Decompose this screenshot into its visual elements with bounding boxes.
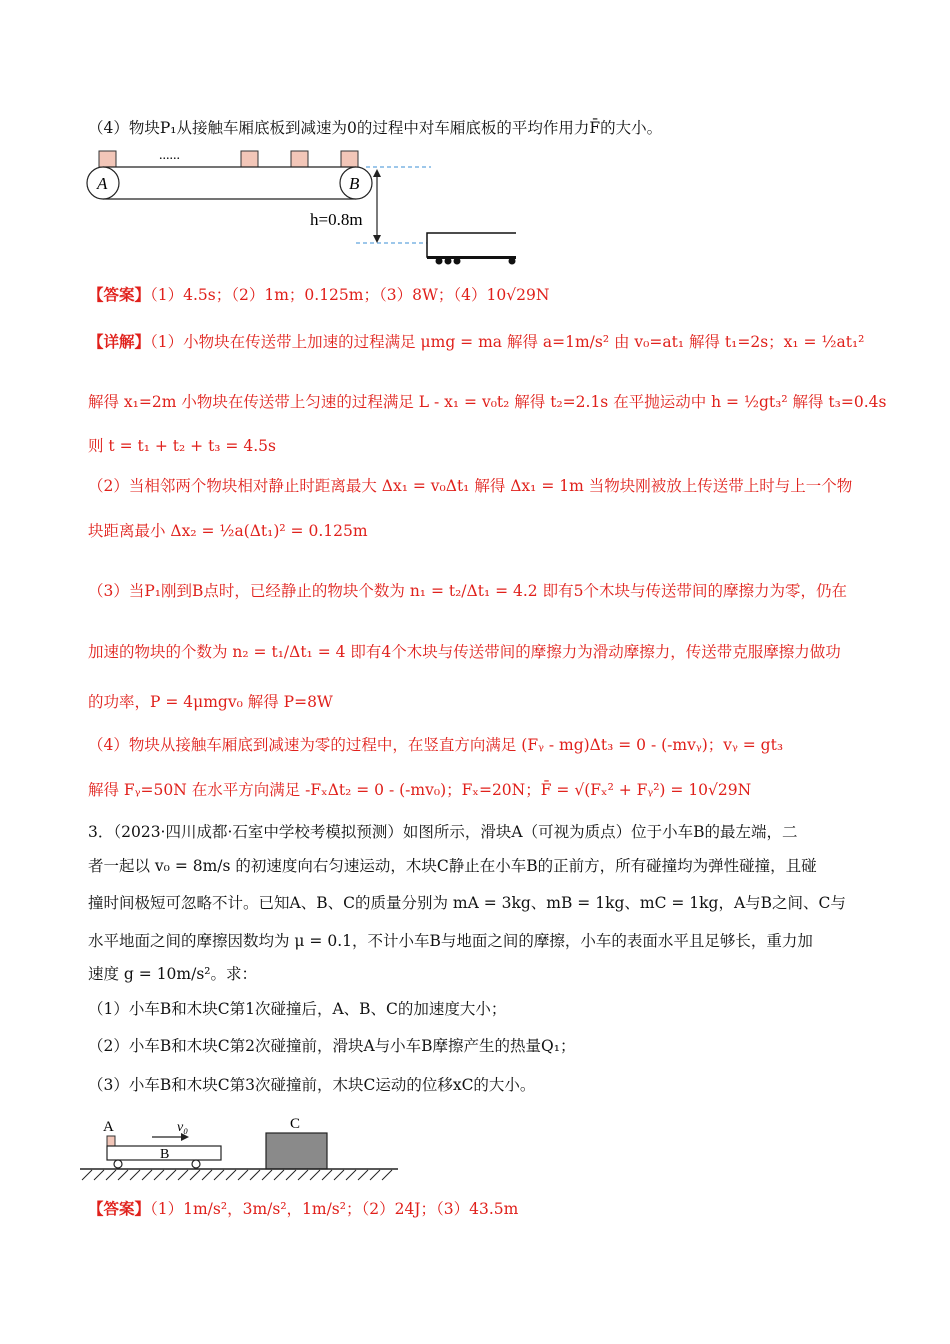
truck-icon [427, 233, 516, 265]
question-4-prompt: （4）物块P₁从接触车厢底板到减速为0的过程中对车厢底板的平均作用力F̄的大小。 [88, 119, 663, 137]
q3-part-1: （1）小车B和木块C第1次碰撞后，A、B、C的加速度大小； [88, 1000, 507, 1018]
q3-line-5: 速度 g = 10m/s²。求： [88, 965, 258, 983]
detail-line-1 [88, 331, 864, 353]
pulley-b-label: B [349, 174, 360, 193]
q3-line-1: 3．（2023·四川成都·石室中学校考模拟预测）如图所示，滑块A（可视为质点）位于小车B的最左端，二 [88, 823, 798, 841]
block-2 [241, 151, 258, 167]
answer-text: （1）4.5s；（2）1m；0.125m；（3）8W；（4）10√29N [150, 286, 550, 304]
pulley-a-label: A [97, 174, 108, 193]
answer-tag: 【答案】 [88, 285, 151, 304]
detail-tag: 【详解】 [88, 332, 151, 351]
detail-line-8: 的功率，P = 4μmgv₀ 解得 P=8W [88, 693, 333, 711]
detail-line-4: （2）当相邻两个物块相对静止时距离最大 Δx₁ = v₀Δt₁ 解得 Δx₁ = 1m 当物块刚被放上传送带上时与上一个物 [88, 477, 853, 495]
cart-b-label: B [160, 1147, 170, 1162]
detail-line-6: （3）当P₁刚到B点时，已经静止的物块个数为 n₁ = t₂/Δt₁ = 4.2 即有5个木块与传送带间的摩擦力为零，仍在 [88, 582, 847, 600]
block-c-label: C [290, 1116, 301, 1132]
answer-tag-3: 【答案】 [88, 1199, 151, 1218]
conveyor-truck-figure [86, 146, 516, 270]
height-label: h=0.8m [310, 210, 363, 229]
answer-block-2 [88, 284, 549, 306]
cart-block-figure [76, 1112, 402, 1184]
detail-line-3: 则 t = t₁ + t₂ + t₃ = 4.5s [88, 437, 276, 455]
q3-part-3: （3）小车B和木块C第3次碰撞前，木块C运动的位移xC的大小。 [88, 1076, 536, 1094]
velocity-label: v₀ [177, 1120, 189, 1135]
q3-line-4: 水平地面之间的摩擦因数均为 μ = 0.1，不计小车B与地面之间的摩擦，小车的表面水平且足够长，重力加 [88, 932, 813, 950]
detail-line-5: 块距离最小 Δx₂ = ½a(Δt₁)² = 0.125m [88, 522, 368, 540]
dots-label: ...... [159, 148, 180, 163]
slider-a-label: A [103, 1119, 114, 1135]
answer-text-3: （1）1m/s²，3m/s²，1m/s²；（2）24J；（3）43.5m [150, 1200, 519, 1218]
detail-line-10: 解得 Fᵧ=50N 在水平方向满足 -FₓΔt₂ = 0 - (-mv₀)；Fₓ=20N；F̄ = √(Fₓ² + Fᵧ²) = 10√29N [88, 781, 752, 799]
detail-line-7: 加速的物块的个数为 n₂ = t₁/Δt₁ = 4 即有4个木块与传送带间的摩擦力为滑动摩擦力，传送带克服摩擦力做功 [88, 643, 841, 661]
block-1 [99, 151, 116, 167]
detail-line-2: 解得 x₁=2m 小物块在传送带上匀速的过程满足 L - x₁ = v₀t₂ 解得 t₂=2.1s 在平抛运动中 h = ½gt₃² 解得 t₃=0.4s [88, 393, 887, 411]
q3-line-2: 者一起以 v₀ = 8m/s 的初速度向右匀速运动，木块C静止在小车B的正前方，所有碰撞均为弹性碰撞，且碰 [88, 857, 817, 875]
block-3 [291, 151, 308, 167]
q3-line-3: 撞时间极短可忽略不计。已知A、B、C的质量分别为 mA = 3kg、mB = 1kg、mC = 1kg，A与B之间、C与 [88, 894, 846, 912]
detail-text-1: （1）小物块在传送带上加速的过程满足 μmg = ma 解得 a=1m/s² 由 v₀=at₁ 解得 t₁=2s；x₁ = ½at₁² [150, 333, 865, 351]
ground-hatching [82, 1170, 392, 1180]
detail-line-9: （4）物块从接触车厢底到减速为零的过程中，在竖直方向满足 (Fᵧ - mg)Δt₃ = 0 - (-mvᵧ)；vᵧ = gt₃ [88, 736, 784, 754]
answer-block-3 [88, 1198, 518, 1220]
block-4 [341, 151, 358, 167]
slider-a [107, 1136, 115, 1146]
q3-part-2: （2）小车B和木块C第2次碰撞前，滑块A与小车B摩擦产生的热量Q₁； [88, 1037, 576, 1055]
block-c [266, 1133, 327, 1169]
